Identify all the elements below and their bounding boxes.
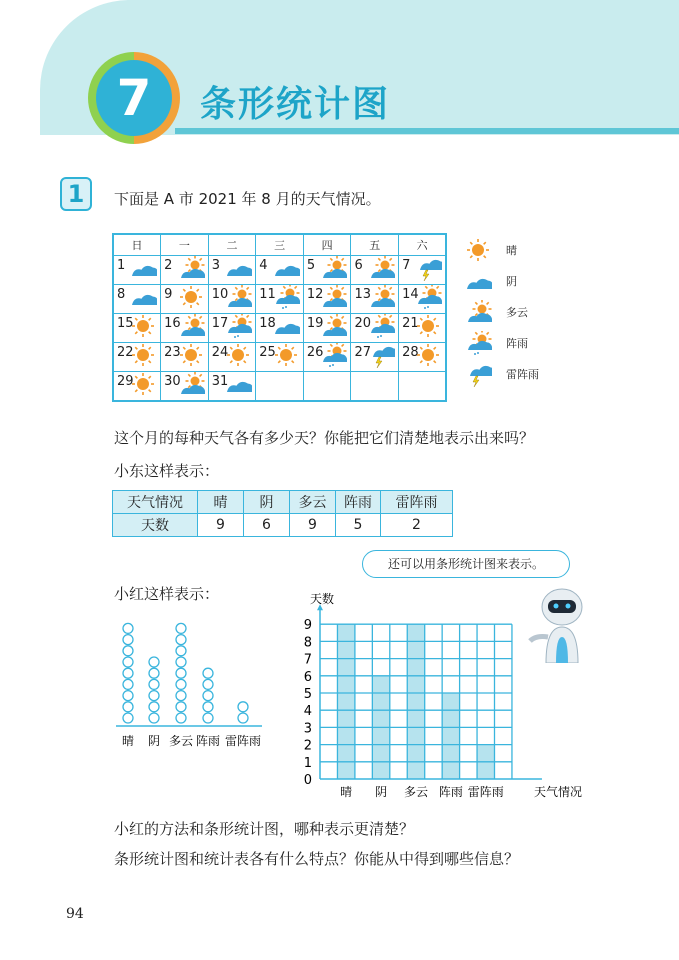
table-header-cell: 雷阵雨 [381,491,453,514]
pictograph-circle [176,623,186,633]
y-tick-label: 0 [303,773,312,788]
pictograph-circle [176,646,186,656]
legend-item [466,362,539,388]
y-tick-label: 4 [303,704,312,720]
partly-cloudy-icon [369,285,395,311]
weekday-header: 四 [303,234,351,256]
pictograph-circle [123,713,133,723]
calendar-day [208,285,256,314]
pictograph-label: 多云 [168,734,194,748]
calendar-day [303,314,351,343]
partly-cloudy-icon [179,256,205,282]
pictograph-circle [203,713,213,723]
day-number: 15 [117,316,134,331]
pictograph-circle [176,713,186,723]
pictograph-circle [123,623,133,633]
calendar-day [351,314,399,343]
statistics-table [112,490,453,537]
pictograph-circle [176,679,186,689]
pictograph-circle [176,702,186,712]
calendar-day [161,372,209,401]
day-number: 18 [259,316,276,331]
cloud-icon [226,372,252,398]
pictograph-circle [149,679,159,689]
pictograph [112,615,282,755]
xiaohong-label: 小红这样表示： [114,585,220,603]
calendar-day [399,256,447,285]
y-axis-label: 天数 [310,592,335,606]
calendar-day [113,256,161,285]
thunderstorm-icon [416,256,442,282]
day-number: 22 [117,345,134,360]
sun-icon [131,372,157,398]
table-cell: 9 [198,514,244,537]
day-number: 17 [211,316,229,331]
day-number: 14 [402,287,419,302]
xiaodong-label: 小东这样表示： [114,462,220,480]
calendar-day [351,343,399,372]
legend-item [466,331,528,357]
day-number: 19 [306,316,324,331]
chapter-number: 7 [96,60,172,136]
legend-label: 雷阵雨 [506,368,539,381]
day-number: 23 [164,345,181,360]
legend-label: 晴 [506,244,517,257]
pictograph-circle [203,668,213,678]
partly-cloudy-icon [321,314,347,340]
weekday-header: 六 [399,234,447,256]
day-number: 4 [259,258,268,273]
day-number: 2 [164,258,173,273]
table-cell: 2 [381,514,453,537]
day-number: 24 [211,345,229,360]
shower-icon [369,314,395,340]
calendar-day [113,372,161,401]
pictograph-circle [123,657,133,667]
calendar-day [113,343,161,372]
header-underline [175,128,679,134]
day-number: 10 [211,287,229,302]
calendar-day [303,343,351,372]
day-number: 30 [164,374,181,389]
x-tick-label: 阵雨 [438,785,463,799]
bar-晴 [337,624,354,779]
sun-icon [416,343,442,369]
cloud-icon [131,256,157,282]
calendar-day [399,343,447,372]
weather-calendar [112,233,447,402]
question-text-2: 小红的方法和条形统计图，哪种表示更清楚？ [114,820,415,838]
calendar-day [113,314,161,343]
x-tick-label: 阴 [375,785,388,799]
calendar-day [161,314,209,343]
question-text-3: 条形统计图和统计表各有什么特点？你能从中得到哪些信息？ [114,850,520,868]
calendar-day [351,285,399,314]
cloud-icon [131,285,157,311]
page-number: 94 [66,906,84,922]
calendar-day [161,285,209,314]
table-cell: 6 [244,514,290,537]
pictograph-circle [149,657,159,667]
legend-item [466,269,517,295]
table-cell: 5 [336,514,381,537]
cloud-icon [466,269,492,295]
calendar-day [256,314,304,343]
pictograph-circle [238,702,248,712]
legend-label: 阵雨 [506,337,528,350]
calendar-day [256,343,304,372]
calendar-day [113,285,161,314]
sun-icon [416,314,442,340]
calendar-day [208,343,256,372]
day-number: 9 [164,287,173,302]
table-header-cell: 天气情况 [113,491,198,514]
thunderstorm-icon [369,343,395,369]
day-number: 29 [117,374,134,389]
pictograph-circle [176,657,186,667]
day-number: 3 [211,258,220,273]
day-number: 21 [402,316,419,331]
bar-阵雨 [442,693,459,779]
weekday-header: 日 [113,234,161,256]
partly-cloudy-icon [179,314,205,340]
calendar-day [161,256,209,285]
legend-label: 阴 [506,275,517,288]
pictograph-circle [149,713,159,723]
pictograph-circle [149,668,159,678]
y-tick-label: 8 [303,635,312,651]
pictograph-circle [203,679,213,689]
day-number: 26 [306,345,324,360]
partly-cloudy-icon [226,285,252,311]
pictograph-circle [123,668,133,678]
cloud-icon [274,256,300,282]
partly-cloudy-icon [369,256,395,282]
calendar-day [161,343,209,372]
table-header-cell: 多云 [290,491,336,514]
pictograph-circle [123,635,133,645]
shower-icon [466,331,492,357]
day-number: 13 [354,287,372,302]
shower-icon [226,314,252,340]
calendar-empty-cell [399,372,447,401]
weekday-header: 二 [208,234,256,256]
day-number: 27 [354,345,372,360]
y-tick-label: 1 [303,755,312,771]
x-tick-label: 雷阵雨 [467,785,504,799]
day-number: 16 [164,316,181,331]
partly-cloudy-icon [179,372,205,398]
pictograph-label: 雷阵雨 [224,734,262,748]
y-tick-label: 9 [303,618,312,634]
calendar-empty-cell [351,372,399,401]
day-number: 1 [117,258,126,273]
y-tick-label: 3 [303,721,312,737]
calendar-day [399,285,447,314]
day-number: 20 [354,316,372,331]
chapter-title: 条形统计图 [200,84,391,125]
calendar-day [303,285,351,314]
day-number: 28 [402,345,419,360]
calendar-day [351,256,399,285]
calendar-day [208,256,256,285]
bar-chart [295,585,595,805]
day-number: 7 [402,258,411,273]
shower-icon [416,285,442,311]
calendar-day [303,256,351,285]
partly-cloudy-icon [466,300,492,326]
pictograph-label: 阴 [147,734,161,748]
weekday-header: 五 [351,234,399,256]
weekday-header: 三 [256,234,304,256]
table-header-cell: 晴 [198,491,244,514]
pictograph-circle [176,691,186,701]
sun-icon [274,343,300,369]
pictograph-circle [176,635,186,645]
pictograph-label: 晴 [121,734,135,748]
y-tick-label: 5 [303,687,312,702]
x-tick-label: 晴 [340,785,353,799]
cloud-icon [274,314,300,340]
table-cell: 9 [290,514,336,537]
question-text: 这个月的每种天气各有多少天？你能把它们清楚地表示出来吗？ [114,429,535,447]
calendar-empty-cell [256,372,304,401]
bar-多云 [407,624,424,779]
day-number: 31 [211,374,229,389]
partly-cloudy-icon [321,256,347,282]
pictograph-circle [238,713,248,723]
pictograph-circle [176,668,186,678]
table-header-cell: 阵雨 [336,491,381,514]
day-number: 12 [306,287,324,302]
sun-icon [179,285,205,311]
x-axis-label: 天气情况 [533,785,582,799]
day-number: 6 [354,258,363,273]
pictograph-circle [149,691,159,701]
day-number: 8 [117,287,126,302]
calendar-day [208,372,256,401]
sun-icon [131,314,157,340]
day-number: 5 [306,258,316,273]
day-number: 25 [259,345,276,360]
sun-icon [179,343,205,369]
speech-bubble: 还可以用条形统计图来表示。 [362,550,570,578]
calendar-day [256,256,304,285]
calendar-day [399,314,447,343]
table-row-label: 天数 [113,514,198,537]
y-tick-label: 2 [303,738,312,754]
pictograph-circle [123,646,133,656]
y-tick-label: 6 [303,669,312,685]
legend-label: 多云 [506,306,528,319]
pictograph-circle [149,702,159,712]
legend-item [466,238,517,264]
partly-cloudy-icon [321,285,347,311]
shower-icon [321,343,347,369]
sun-icon [466,238,492,264]
day-number: 11 [259,287,276,302]
thunderstorm-icon [466,362,492,388]
calendar-empty-cell [303,372,351,401]
pictograph-circle [203,691,213,701]
pictograph-circle [123,679,133,689]
shower-icon [274,285,300,311]
cloud-icon [226,256,252,282]
sun-icon [131,343,157,369]
question-number: 1 [60,177,92,211]
sun-icon [226,343,252,369]
weekday-header: 一 [161,234,209,256]
legend-item [466,300,528,326]
calendar-day [208,314,256,343]
question-intro: 下面是 A 市 2021 年 8 月的天气情况。 [114,190,381,208]
x-tick-label: 多云 [403,785,428,799]
y-tick-label: 7 [303,652,312,668]
calendar-day [256,285,304,314]
pictograph-circle [203,702,213,712]
pictograph-circle [123,702,133,712]
pictograph-circle [123,691,133,701]
pictograph-label: 阵雨 [195,734,221,748]
table-header-cell: 阴 [244,491,290,514]
